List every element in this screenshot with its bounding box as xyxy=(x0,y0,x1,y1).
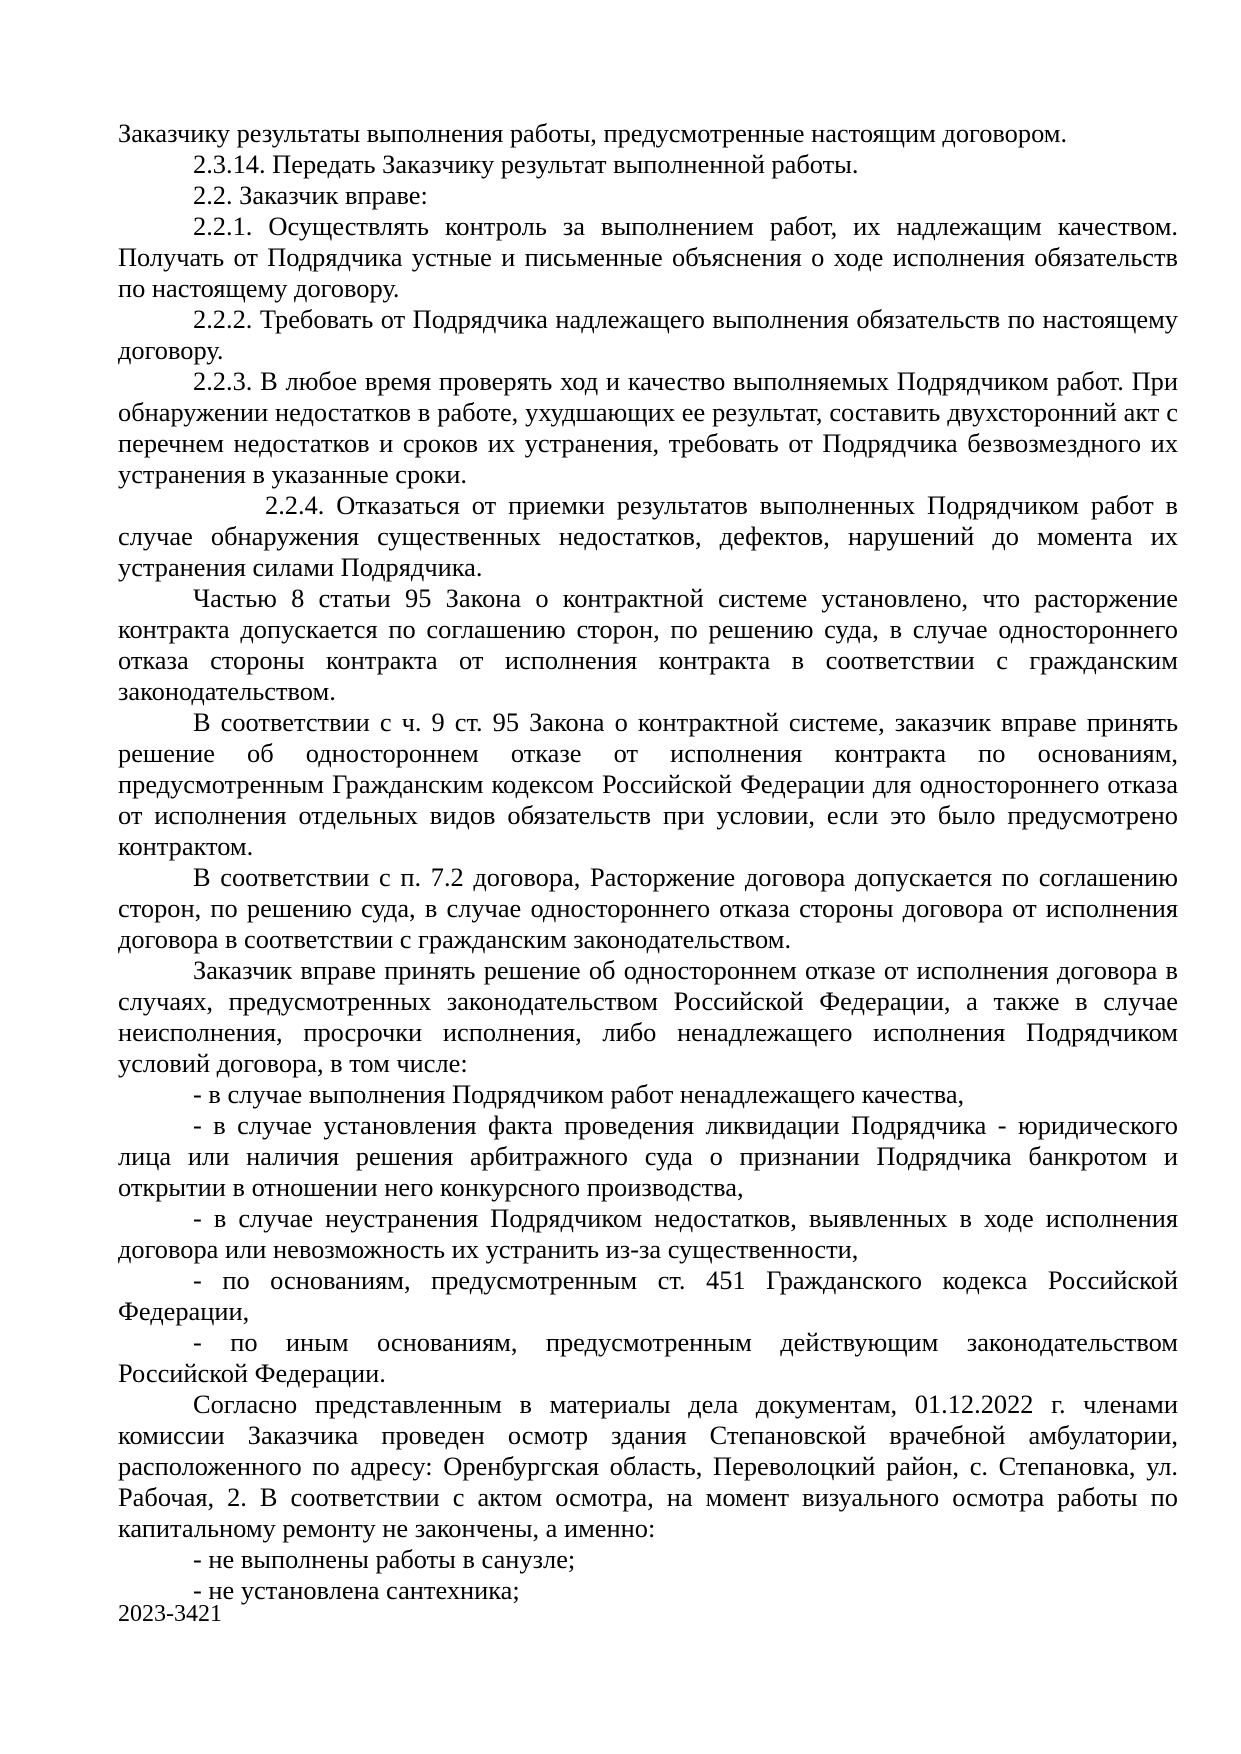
list-item: - в случае выполнения Подрядчиком работ ненадлежащего качества, xyxy=(193,1079,965,1109)
paragraph: 2.2.1. Осуществлять контроль за выполнением работ, их надлежащим качеством. Получать от Подрядчика устные и письменные объяснения о ходе исполнения обязательств по настоящему договору. xyxy=(118,211,1178,303)
list-item: - в случае установления факта проведения ликвидации Подрядчика - юридического лица или наличия решения арбитражного суда о признании Подрядчика банкротом и открытии в отношении него конкурсного производства, xyxy=(118,1110,1178,1202)
paragraph: Заказчик вправе принять решение об одностороннем отказе от исполнения договора в случаях, предусмотренных законодательством Российской Федерации, а также в случае неисполнения, просрочки исполнения, либо ненадлежащего исполнения Подрядчиком условий договора, в том числе: xyxy=(118,955,1178,1078)
paragraph: В соответствии с ч. 9 ст. 95 Закона о контрактной системе, заказчик вправе принять решение об одностороннем отказе от исполнения контракта по основаниям, предусмотренным Гражданским кодексом Российской Федерации для одностороннего отказа от исполнения отдельных видов обязательств при условии, если это было предусмотрено контрактом. xyxy=(118,707,1178,861)
list-item: - в случае неустранения Подрядчиком недостатков, выявленных в ходе исполнения договора или невозможность их устранить из-за существенности, xyxy=(118,1203,1178,1264)
paragraph: Заказчику результаты выполнения работы, предусмотренные настоящим договором. xyxy=(118,118,1068,148)
list-item: - по основаниям, предусмотренным ст. 451 Гражданского кодекса Российской Федерации, xyxy=(118,1265,1178,1326)
paragraph: 2.2.4. Отказаться от приемки результатов выполненных Подрядчиком работ в случае обнаружения существенных недостатков, дефектов, нарушений до момента их устранения силами Подрядчика. xyxy=(118,490,1178,582)
paragraph: В соответствии с п. 7.2 договора, Расторжение договора допускается по соглашению сторон, по решению суда, в случае одностороннего отказа стороны договора от исполнения договора в соответствии с гражданским законодательством. xyxy=(118,862,1178,954)
list-item: - не установлена сантехника; xyxy=(193,1575,520,1605)
document-page xyxy=(118,118,1178,1606)
paragraph: 2.2. Заказчик вправе: xyxy=(193,180,428,210)
list-item: - по иным основаниям, предусмотренным действующим законодательством Российской Федерации. xyxy=(118,1327,1178,1388)
paragraph: Согласно представленным в материалы дела документам, 01.12.2022 г. членами комиссии Заказчика проведен осмотр здания Степановской врачебной амбулатории, расположенного по адресу: Оренбургская область, Переволоцкий район, с. Степановка, ул. Рабочая, 2. В соответствии с актом осмотра, на момент визуального осмотра работы по капитальному ремонту не закончены, а именно: xyxy=(118,1389,1178,1543)
paragraph: Частью 8 статьи 95 Закона о контрактной системе установлено, что расторжение контракта допускается по соглашению сторон, по решению суда, в случае одностороннего отказа стороны контракта от исполнения контракта в соответствии с гражданским законодательством. xyxy=(118,583,1178,706)
paragraph: 2.3.14. Передать Заказчику результат выполненной работы. xyxy=(193,149,859,179)
footer-document-number: 2023-3421 xyxy=(118,1601,222,1627)
list-item: - не выполнены работы в санузле; xyxy=(193,1544,576,1574)
paragraph: 2.2.3. В любое время проверять ход и качество выполняемых Подрядчиком работ. При обнаружении недостатков в работе, ухудшающих ее результат, составить двухсторонний акт с перечнем недостатков и сроков их устранения, требовать от Подрядчика безвозмездного их устранения в указанные сроки. xyxy=(118,366,1178,489)
paragraph: 2.2.2. Требовать от Подрядчика надлежащего выполнения обязательств по настоящему договору. xyxy=(118,304,1178,365)
